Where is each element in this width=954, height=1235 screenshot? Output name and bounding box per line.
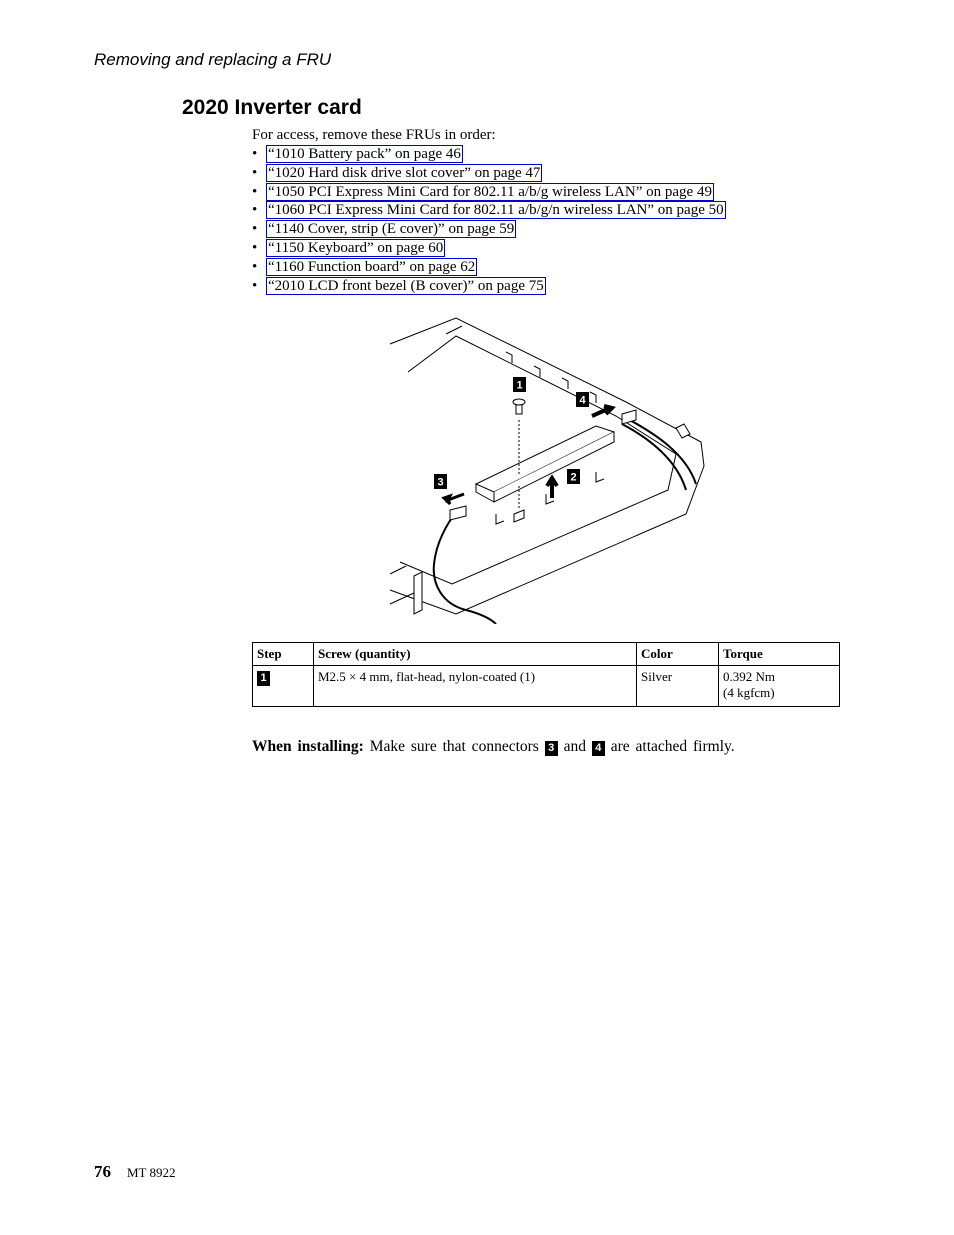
note-text-1: Make sure that connectors (369, 738, 539, 755)
inverter-card-diagram (386, 314, 706, 624)
callout-4: 4 (579, 394, 586, 407)
table-header-row (253, 643, 840, 666)
fru-link-2010[interactable]: “2010 LCD front bezel (B cover)” on page 75 (268, 277, 544, 294)
list-item (252, 145, 726, 164)
bullet: • (252, 164, 258, 181)
bullet: • (252, 202, 258, 219)
bullet: • (252, 277, 258, 294)
running-head: Removing and replacing a FRU (94, 50, 332, 69)
bullet: • (252, 258, 258, 275)
note-callout-3: 3 (545, 741, 558, 756)
bullet: • (252, 239, 258, 256)
bullet: • (252, 183, 258, 200)
connector-3 (450, 506, 466, 520)
fru-link-1140[interactable]: “1140 Cover, strip (E cover)” on page 59 (268, 221, 515, 238)
list-item (252, 183, 726, 202)
hinge-right (676, 424, 690, 438)
note-callout-4: 4 (592, 741, 605, 756)
callout-3: 3 (437, 476, 444, 489)
fru-link-1020[interactable]: “1020 Hard disk drive slot cover” on page 47 (268, 164, 541, 181)
arrow-remove-3 (444, 494, 464, 504)
arrow-lift-2 (547, 478, 557, 498)
col-step: Step (253, 643, 314, 666)
page-footer (94, 1162, 176, 1182)
table-row (253, 666, 840, 707)
installing-note (252, 738, 735, 756)
col-color: Color (637, 643, 719, 666)
col-torque: Torque (719, 643, 840, 666)
note-text-3: are attached firmly. (610, 738, 735, 755)
note-label: When installing: (252, 738, 364, 755)
list-item (252, 164, 726, 183)
callout-2: 2 (570, 471, 577, 484)
inverter-card (476, 426, 614, 492)
arrow-pull-4 (592, 406, 612, 416)
list-item (252, 258, 726, 277)
hinge (414, 572, 422, 614)
bullet: • (252, 146, 258, 162)
cell-color: Silver (637, 666, 719, 707)
cable-left (434, 510, 496, 624)
fru-link-1010[interactable]: “1010 Battery pack” on page 46 (268, 146, 461, 162)
fru-link-1160[interactable]: “1160 Function board” on page 62 (268, 258, 476, 275)
bullet: • (252, 221, 258, 238)
fru-link-1050[interactable]: “1050 PCI Express Mini Card for 802.11 a/b/g wireless LAN” on page 49 (268, 183, 712, 200)
access-intro: For access, remove these FRUs in order: (252, 127, 496, 143)
cell-step (253, 666, 314, 707)
section-title: 2020 Inverter card (182, 96, 362, 119)
torque-nm: 0.392 Nm (723, 669, 775, 684)
screw-boss (514, 510, 524, 522)
screw-spec-table (252, 642, 840, 707)
fru-link-1060[interactable]: “1060 PCI Express Mini Card for 802.11 a/b/g/n wireless LAN” on page 50 (268, 202, 724, 219)
cell-screw: M2.5 × 4 mm, flat-head, nylon-coated (1) (314, 666, 637, 707)
page-number: 76 (94, 1162, 111, 1181)
note-text-2: and (563, 738, 586, 755)
list-item (252, 277, 726, 296)
list-item (252, 201, 726, 220)
fru-link-1150[interactable]: “1150 Keyboard” on page 60 (268, 239, 444, 256)
torque-kgfcm: (4 kgfcm) (723, 685, 775, 700)
col-screw: Screw (quantity) (314, 643, 637, 666)
callout-1: 1 (516, 379, 523, 392)
fru-list (252, 145, 726, 295)
list-item (252, 239, 726, 258)
list-item (252, 220, 726, 239)
machine-type: MT 8922 (127, 1165, 176, 1180)
step-callout: 1 (257, 671, 270, 686)
screw-head (513, 399, 525, 405)
cell-torque (719, 666, 840, 707)
